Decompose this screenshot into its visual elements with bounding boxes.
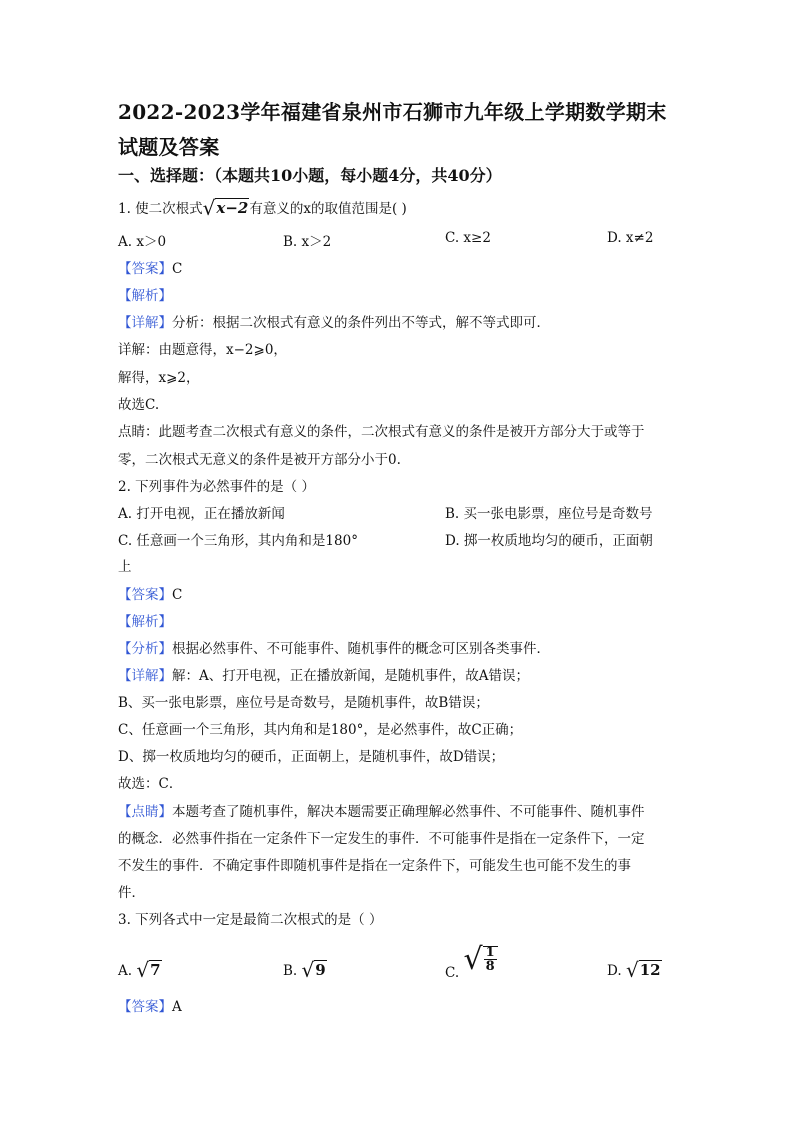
q1-stem: 1. 使二次根式√x−2有意义的x的取值范围是( ): [118, 196, 407, 220]
q3-answer: 【答案】A: [118, 999, 182, 1015]
q2-comment-4: 件．: [118, 885, 145, 901]
q3-stem: 3. 下列各式中一定是最简二次根式的是（ ）: [118, 912, 383, 928]
q2-detail-2: B、买一张电影票，座位号是奇数号，是随机事件，故B错误；: [118, 695, 489, 711]
q2-comment-1: 【点睛】本题考查了随机事件，解决本题需要正确理解必然事件、不可能事件、随机事件: [118, 804, 645, 820]
q1-option-a: A. x＞0: [118, 234, 167, 250]
q3-sqrt-d: √12: [625, 958, 661, 982]
q2-detail-5: 故选：C．: [118, 776, 183, 792]
q1-option-d: D. x≠2: [607, 230, 654, 246]
q2-detail-3: C、任意画一个三角形，其内角和是180°，是必然事件，故C正确；: [118, 722, 523, 738]
section-heading: 一、选择题：（本题共10小题，每小题4分，共40分）: [118, 166, 502, 185]
q3-sqrt-b: √9: [301, 958, 326, 982]
q1-answer: 【答案】C: [118, 261, 183, 277]
q3-option-a: A. √7: [118, 958, 161, 982]
q1-detail: 【详解】分析：根据二次根式有意义的条件列出不等式，解不等式即可．: [118, 315, 550, 331]
q2-option-b: B. 买一张电影票，座位号是奇数号: [445, 506, 653, 522]
q1-option-c: C. x≥2: [445, 230, 491, 246]
q1-comment-2: 零，二次根式无意义的条件是被开方部分小于0.: [118, 452, 401, 468]
q3-option-c: C. √ $\frac{1}{8}$: [445, 942, 498, 981]
q2-stem: 2. 下列事件为必然事件的是（ ）: [118, 479, 315, 495]
q1-step-2: 解得，x⩾2，: [118, 370, 200, 386]
q1-comment-1: 点睛：此题考查二次根式有意义的条件，二次根式有意义的条件是被开方部分大于或等于: [118, 424, 645, 440]
q2-option-d-cont: 上: [118, 559, 132, 575]
q2-option-a: A. 打开电视，正在播放新闻: [118, 506, 285, 522]
q1-option-b: B. x＞2: [283, 234, 332, 250]
q1-analysis-tag: 【解析】: [118, 288, 172, 304]
q2-option-d: D. 掷一枚质地均匀的硬币，正面朝: [445, 533, 653, 549]
q2-analysis-tag: 【解析】: [118, 614, 172, 630]
q2-option-c: C. 任意画一个三角形，其内角和是180°: [118, 533, 358, 549]
q2-answer: 【答案】C: [118, 587, 183, 603]
page-title: 2022-2023学年福建省泉州市石狮市九年级上学期数学期末: [118, 100, 667, 124]
q1-step-3: 故选C.: [118, 397, 160, 413]
q1-step-1: 详解：由题意得，x−2⩾0，: [118, 342, 287, 358]
q2-comment-2: 的概念．必然事件指在一定条件下一定发生的事件．不可能事件是指在一定条件下，一定: [118, 831, 645, 847]
q2-detail-1: 【详解】解：A、打开电视，正在播放新闻，是随机事件，故A错误；: [118, 668, 529, 684]
q3-option-b: B. √9: [283, 958, 326, 982]
page-title-cont: 试题及答案: [118, 135, 220, 159]
q2-comment-3: 不发生的事件．不确定事件即随机事件是指在一定条件下，可能发生也可能不发生的事: [118, 858, 631, 874]
q2-fenxi: 【分析】根据必然事件、不可能事件、随机事件的概念可区别各类事件．: [118, 641, 550, 657]
q3-sqrt-a: √7: [136, 958, 161, 982]
q1-sqrt: √x−2: [202, 196, 249, 220]
q3-option-d: D. √12: [607, 958, 661, 982]
q2-detail-4: D、掷一枚质地均匀的硬币，正面朝上，是随机事件，故D错误；: [118, 749, 505, 765]
q3-sqrt-c: √ $\frac{1}{8}$: [463, 942, 497, 977]
